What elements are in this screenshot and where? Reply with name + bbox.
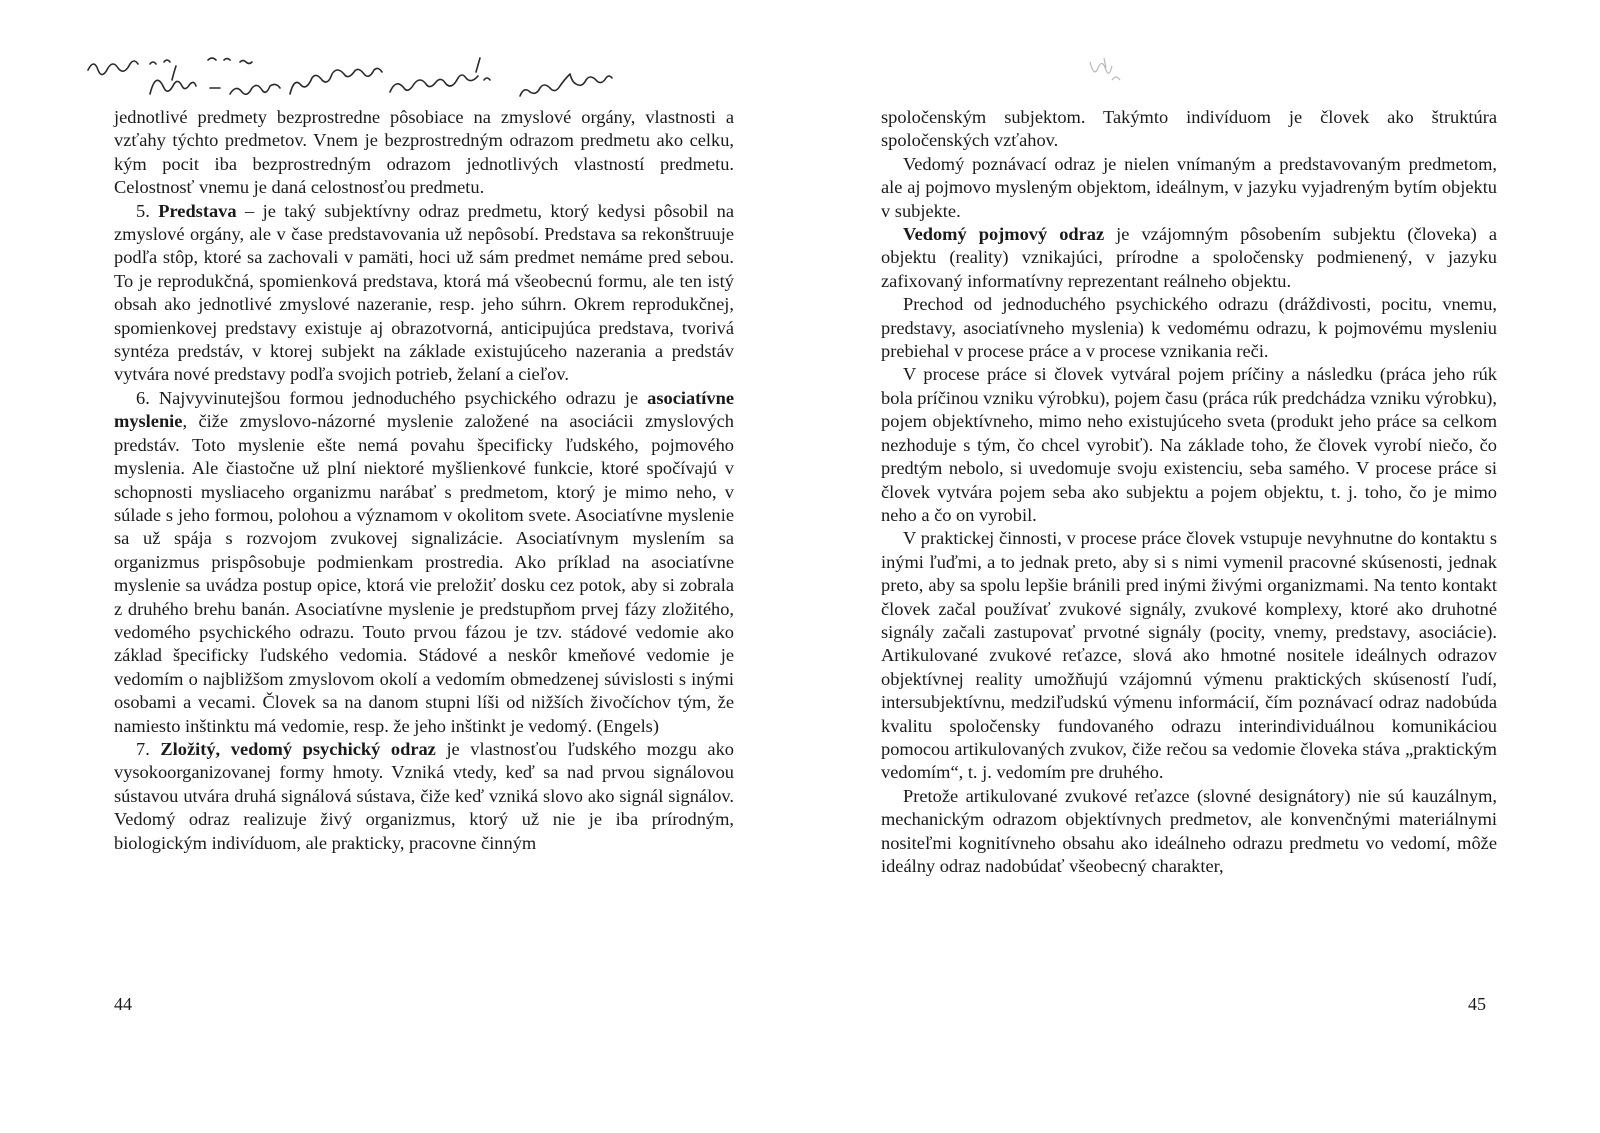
page-stamp-mark xyxy=(1084,54,1124,90)
paragraph xyxy=(881,223,1497,293)
paragraph xyxy=(881,293,1497,363)
text-run: Pretože artikulované zvukové reťazce (slovné designátory) nie sú kauzálnym, mechanickým odrazom objektívnych predmetov, ale konvenčnými materiálnymi nositeľmi kognitívneho obsahu ako ideálneho odrazu predmetu vo vedomí, môže ideálny odraz nadobúdať všeobecný charakter, xyxy=(881,785,1497,876)
text-run: Prechod od jednoduchého psychického odrazu (dráždivosti, pocitu, vnemu, predstavy, asociatívneho myslenia) k vedomému odrazu, k pojmovému mysleniu prebiehal v procese práce a v procese vznikania reči. xyxy=(881,294,1497,362)
right-page-text xyxy=(881,106,1497,878)
handwriting-scribble xyxy=(80,50,740,114)
bold-term: Zložitý, vedomý psychický odraz xyxy=(160,738,436,759)
text-run: spoločenským subjektom. Takýmto indivíduom je človek ako štruktúra spoločenských vzťahov. xyxy=(881,107,1497,151)
paragraph xyxy=(114,738,734,855)
bold-term: asociatívne myslenie xyxy=(114,387,734,432)
text-run: V praktickej činnosti, v procese práce človek vstupuje nevyhnutne do kontaktu s inými ľuďmi, a to jednak preto, aby si s nimi vymenil pracovné skúsenosti, jednak preto, aby sa spolu lepšie bránili pred inými živými organizmami. Na tento kontakt človek začal používať zvukové signály, zvukové komplexy, ktoré ako druhotné signály začali zastupovať prvotné signály (pocity, vnemy, predstavy, asociácie). Artikulované zvukové reťazce, slová ako hmotné nositele ideálnych odrazov objektívnej reality umožňujú vzájomnú výmenu praktických skúseností ľudí, intersubjektívnu, medziľudskú výmenu informácií, čím poznávací odraz nadobúda kvalitu spoločensky fundovaného odrazu interindividuálnou komunikáciou pomocou artikulovaných zvukov, čiže rečou sa vedomie človeka stáva „praktickým vedomím“, t. j. vedomím pre druhého. xyxy=(881,528,1497,783)
paragraph xyxy=(881,785,1497,879)
text-run: jednotlivé predmety bezprostredne pôsobiace na zmyslové orgány, vlastnosti a vzťahy týchto predmetov. Vnem je bezprostredným odrazom predmetu ako celku, kým pocit iba bezprostredným odrazom jednotlivých vlastností predmetu. Celostnosť vnemu je daná celostnosťou predmetu. xyxy=(114,107,734,198)
bold-term: Predstava xyxy=(158,200,237,221)
text-run: 7. xyxy=(136,738,161,759)
paragraph xyxy=(114,387,734,738)
left-page-text xyxy=(114,106,734,855)
text-run: 6. Najvyvinutejšou formou jednoduchého psychického odrazu je xyxy=(136,387,648,408)
right-page-number: 45 xyxy=(1468,994,1486,1014)
left-page-number: 44 xyxy=(114,994,132,1014)
text-run: , čiže zmyslovo-názorné myslenie založené na asociácii zmyslových predstáv. Toto myslenie ešte nemá povahu špecificky ľudského, pojmového myslenia. Ale čiastočne už plní niektoré myšlienkové funkcie, ktoré spočívajú v schopnosti mysliaceho organizmu narábať s predmetom, ktorý je mimo neho, v súlade s jeho formou, polohou a významom v okolitom svete. Asociatívne myslenie sa už spája s rozvojom zvukovej signalizácie. Asociatívnym myslením sa organizmus prispôsobuje podmienkam prostredia. Ako príklad na asociatívne myslenie sa uvádza postup opice, ktorá vie preložiť dosku cez potok, aby si zobrala z druhého brehu banán. Asociatívne myslenie je predstupňom prvej fázy zložitého, vedomého psychického odrazu. Touto prvou fázou je tzv. stádové vedomie ako základ špecificky ľudského vedomia. Stádové a neskôr kmeňové vedomie je vedomím o najbližšom zmyslovom okolí a vedomím obmedzenej súvislosti s inými osobami a vecami. Človek sa na danom stupni líši od nižších živočíchov tým, že namiesto inštinktu má vedomie, resp. že jeho inštinkt je vedomý. (Engels) xyxy=(114,411,734,736)
paragraph xyxy=(114,200,734,387)
paragraph xyxy=(114,106,734,200)
text-run: 5. xyxy=(136,200,159,221)
stamp-scribble xyxy=(1084,54,1124,90)
text-run: Vedomý poznávací odraz je nielen vnímaným a predstavovaným predmetom, ale aj pojmovo mysleným objektom, ideálnym, v jazyku vyjadreným bytím objektu v subjekte. xyxy=(881,153,1497,221)
text-run: – je taký subjektívny odraz predmetu, ktorý kedysi pôsobil na zmyslové orgány, ale v čase predstavovania už nepôsobí. Predstava sa rekonštruuje podľa stôp, ktoré sa zachovali v pamäti, hoci už sám predmet nemáme pred sebou. To je reprodukčná, spomienková predstava, ktorá má všeobecnú formu, ale ten istý obsah ako jednotlivé zmyslové nazeranie, resp. jeho súhrn. Okrem reprodukčnej, spomienkovej predstavy existuje aj obrazotvorná, anticipujúca predstava, tvorivá syntéza predstáv, v ktorej subjekt na základe existujúceho nazerania a predstáv vytvára nové predstavy podľa svojich potrieb, želaní a cieľov. xyxy=(114,200,734,385)
text-run: je vzájomným pôsobením subjektu (človeka) a objektu (reality) vznikajúci, prírodne a spoločensky podmienený, v jazyku zafixovaný informatívny reprezentant reálneho objektu. xyxy=(881,224,1497,291)
text-run: V procese práce si človek vytváral pojem príčiny a následku (práca jeho rúk bola príčinou vzniku výrobku), pojem času (práca rúk predchádza vzniku výrobku), pojem objektívneho, mimo neho existujúceho sveta (produkt jeho práce sa celkom nezhoduje s tým, čo chcel vyrobiť). Na základe toho, že človek vyrobí niečo, čo predtým nebolo, si uvedomuje svoju existenciu, seba samého. V procese práce si človek vytvára pojem seba ako subjektu a pojem objektu, t. j. toho, čo je mimo neho a čo on vyrobil. xyxy=(881,364,1497,525)
paragraph xyxy=(881,527,1497,784)
handwritten-note xyxy=(80,50,740,114)
paragraph xyxy=(881,363,1497,527)
bold-term: Vedomý pojmový odraz xyxy=(903,224,1105,245)
paragraph xyxy=(881,153,1497,223)
text-run: je vlastnosťou ľudského mozgu ako vysokoorganizovanej formy hmoty. Vzniká vtedy, keď sa nad prvou signálovou sústavou utvára druhá signálová sústava, čiže keď vzniká slovo ako signál signálov. Vedomý odraz realizuje živý organizmus, ktorý už nie je iba prírodným, biologickým indivíduom, ale prakticky, pracovne činným xyxy=(114,738,734,853)
paragraph xyxy=(881,106,1497,153)
